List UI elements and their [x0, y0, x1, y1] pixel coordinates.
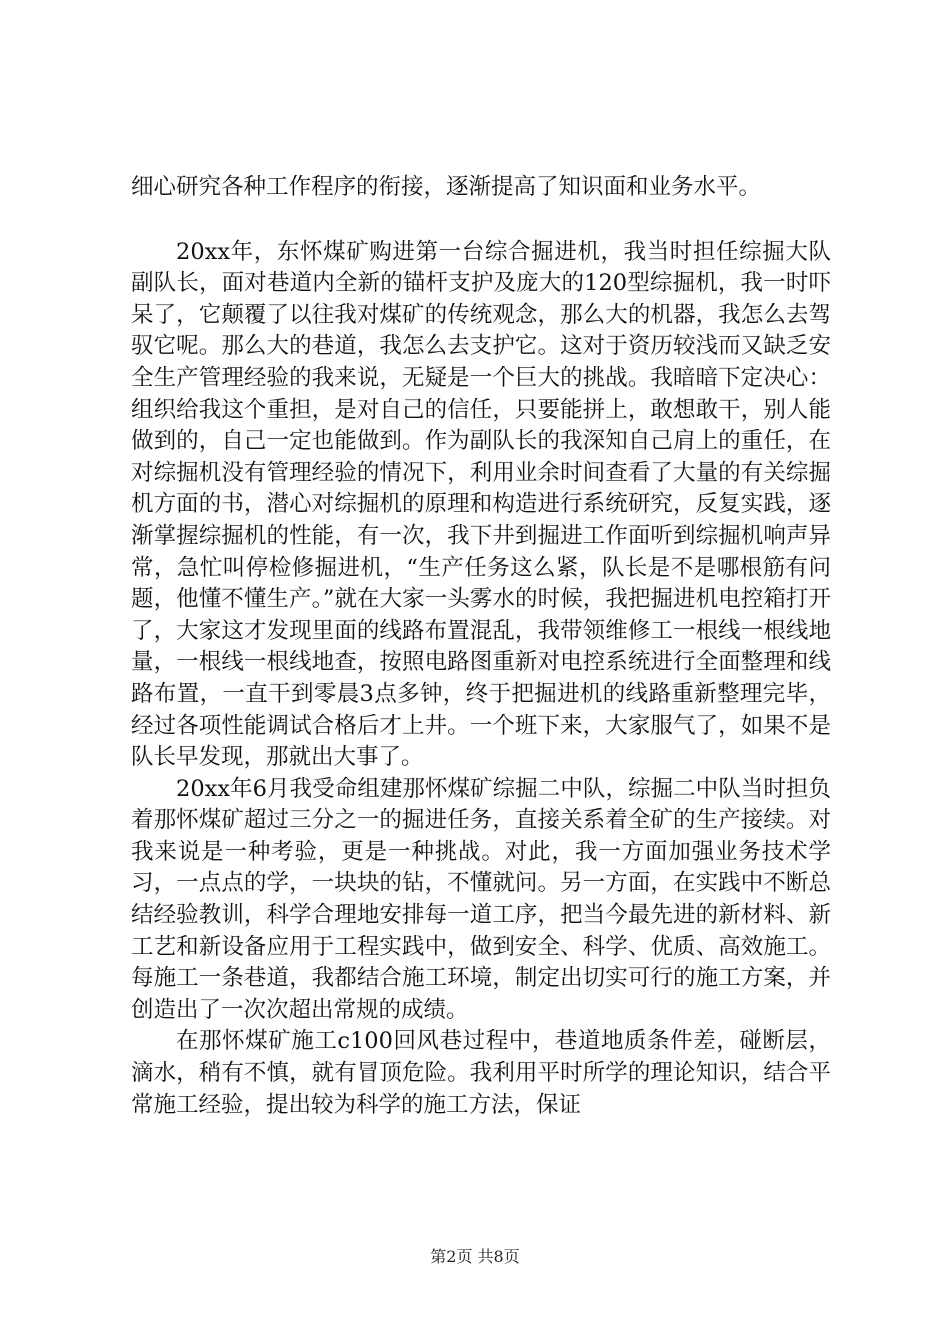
page-footer: 第2页 共8页 — [430, 1247, 520, 1266]
paragraph-1: 细心研究各种工作程序的衔接，逐渐提高了知识面和业务水平。 — [131, 174, 762, 200]
body-text — [131, 172, 831, 1121]
paragraph-4: 在那怀煤矿施工c100回风巷过程中，巷道地质条件差，碰断层，滴水，稍有不慎，就有冒顶危险。我利用平时所学的理论知识，结合平常施工经验，提出较为科学的施工方法，保证 — [131, 1028, 831, 1118]
paragraph-2: 20xx年，东怀煤矿购进第一台综合掘进机，我当时担任综掘大队副队长，面对巷道内全新的锚杆支护及庞大的120型综掘机，我一时吓呆了，它颠覆了以往我对煤矿的传统观念，那么大的机器，我怎么去驾驭它呢。那么大的巷道，我怎么去支护它。这对于资历较浅而又缺乏安全生产管理经验的我来说，无疑是一个巨大的挑战。我暗暗下定决心：组织给我这个重担，是对自己的信任，只要能拼上，敢想敢干，别人能做到的，自己一定也能做到。作为副队长的我深知自己肩上的重任，在对综掘机没有管理经验的情况下，利用业余时间查看了大量的有关综掘机方面的书，潜心对综掘机的原理和构造进行系统研究，反复实践，逐渐掌握综掘机的性能，有一次，我下井到掘进工作面听到综掘机响声异常，急忙叫停检修掘进机，“生产任务这么紧，队长是不是哪根筋有问题，他懂不懂生产。”就在大家一头雾水的时候，我把掘进机电控箱打开了，大家这才发现里面的线路布置混乱，我带领维修工一根线一根线地量，一根线一根线地查，按照电路图重新对电控系统进行全面整理和线路布置，一直干到零晨3点多钟，终于把掘进机的线路重新整理完毕，经过各项性能调试合格后才上井。一个班下来，大家服气了，如果不是队长早发现，那就出大事了。 — [131, 238, 831, 771]
paragraph-3: 20xx年6月我受命组建那怀煤矿综掘二中队，综掘二中队当时担负着那怀煤矿超过三分之一的掘进任务，直接关系着全矿的生产接续。对我来说是一种考验，更是一种挑战。对此，我一方面加强业务技术学习，一点点的学，一块块的钻，不懂就问。另一方面，在实践中不断总结经验教训，科学合理地安排每一道工序，把当今最先进的新材料、新工艺和新设备应用于工程实践中，做到安全、科学、优质、高效施工。每施工一条巷道，我都结合施工环境，制定出切实可行的施工方案，并创造出了一次次超出常规的成绩。 — [131, 775, 831, 1023]
